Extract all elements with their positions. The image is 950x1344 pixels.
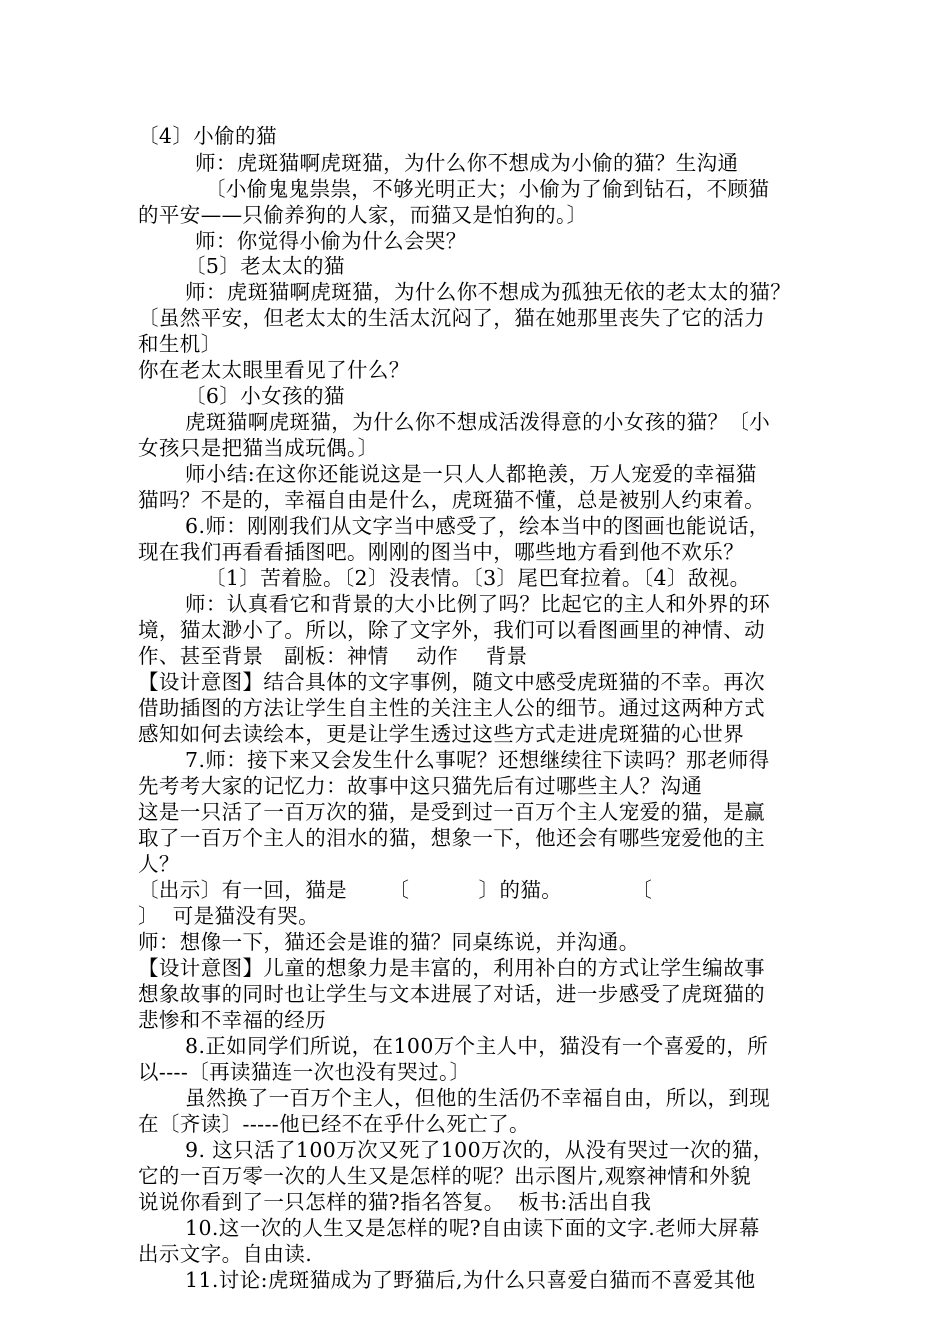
paragraph-line: 虎斑猫啊虎斑猫，为什么你不想成活泼得意的小女孩的猫？〔小: [185, 410, 771, 434]
paragraph-line: 〔小偷鬼鬼祟祟，不够光明正大；小偷为了偷到钻石，不顾猫: [205, 177, 770, 201]
paragraph-line: 猫吗？不是的，幸福自由是什么，虎斑猫不懂，总是被别人约束着。: [138, 488, 765, 512]
paragraph-line: 〔虽然平安，但老太太的生活太沉闷了，猫在她那里丧失了它的活力: [138, 306, 765, 330]
paragraph-line: 现在我们再看看插图吧。刚刚的图当中，哪些地方看到他不欢乐？: [138, 540, 745, 564]
paragraph-line: 先考考大家的记忆力：故事中这只猫先后有过哪些主人？沟通: [138, 774, 703, 798]
paragraph-line: 作、甚至背景 副板：神情 动作 背景: [138, 644, 528, 668]
design-intent-line: 借助插图的方法让学生自主性的关注主人公的细节。通过这两种方式: [138, 696, 765, 720]
paragraph-line: 说说你看到了一只怎样的猫?指名答复。 板书:活出自我: [138, 1190, 652, 1214]
paragraph-line: 的平安——只偷养狗的人家，而猫又是怕狗的。〕: [138, 203, 588, 227]
paragraph-line: 你在老太太眼里看见了什么？: [138, 358, 410, 382]
paragraph-line: 师：认真看它和背景的大小比例了吗？比起它的主人和外界的环: [185, 592, 771, 616]
section-heading-thief-cat: 〔4〕小偷的猫: [138, 124, 277, 148]
paragraph-line: 8.正如同学们所说，在100万个主人中，猫没有一个喜爱的，所: [185, 1034, 769, 1058]
paragraph-line: 和生机〕: [138, 332, 222, 356]
paragraph-line: 6.师：刚刚我们从文字当中感受了，绘本当中的图画也能说话，: [185, 514, 770, 538]
paragraph-line: 境，猫太渺小了。所以，除了文字外，我们可以看图画里的神情、动: [138, 618, 765, 642]
design-intent-line: 想象故事的同时也让学生与文本进展了对话，进一步感受了虎斑猫的: [138, 982, 765, 1006]
paragraph-line: 取了一百万个主人的泪水的猫，想象一下，他还会有哪些宠爱他的主: [138, 826, 765, 850]
paragraph-line: 9. 这只活了100万次又死了100万次的，从没有哭过一次的猫，: [185, 1138, 774, 1162]
paragraph-line: 人？: [138, 852, 180, 876]
paragraph-line: 〔1〕苦着脸。〔2〕没表情。〔3〕尾巴耷拉着。〔4〕敌视。: [205, 566, 751, 590]
paragraph-line: 11.讨论:虎斑猫成为了野猫后,为什么只喜爱白猫而不喜爱其他: [185, 1268, 756, 1292]
design-intent-line: 悲惨和不幸福的经历: [138, 1008, 327, 1032]
design-intent-line: 【设计意图】结合具体的文字事例，随文中感受虎斑猫的不幸。再次: [138, 670, 765, 694]
paragraph-line: 师：想像一下，猫还会是谁的猫？同桌练说，并沟通。: [138, 930, 640, 954]
paragraph-line: 在〔齐读〕-----他已经不在乎什么死亡了。: [138, 1112, 530, 1136]
paragraph-line: 这是一只活了一百万次的猫，是受到过一百万个主人宠爱的猫，是赢: [138, 800, 765, 824]
section-heading-girl-cat: 〔6〕小女孩的猫: [185, 384, 345, 408]
paragraph-line: 虽然换了一百万个主人，但他的生活仍不幸福自由，所以，到现: [185, 1086, 771, 1110]
paragraph-line: 出示文字。自由读.: [138, 1242, 313, 1266]
design-intent-line: 感知如何去读绘本，更是让学生透过这些方式走进虎斑猫的心世界: [138, 722, 745, 746]
paragraph-line: 师小结:在这你还能说这是一只人人都艳羡，万人宠爱的幸福猫: [185, 462, 757, 486]
paragraph-line: 师：虎斑猫啊虎斑猫，为什么你不想成为孤独无依的老太太的猫？: [185, 280, 792, 304]
paragraph-line: 10.这一次的人生又是怎样的呢?自由读下面的文字.老师大屏幕: [185, 1216, 760, 1240]
paragraph-line: 7.师：接下来又会发生什么事呢？还想继续往下读吗？那老师得: [185, 748, 770, 772]
paragraph-line: 师：你觉得小偷为什么会哭？: [195, 229, 467, 253]
section-heading-old-lady-cat: 〔5〕老太太的猫: [185, 254, 345, 278]
paragraph-line: 以----〔再读猫连一次也没有哭过。〕: [138, 1060, 471, 1084]
fill-in-blank-line: 〕 可是猫没有哭。: [138, 904, 320, 928]
paragraph-line: 师：虎斑猫啊虎斑猫，为什么你不想成为小偷的猫？生沟通: [195, 151, 739, 175]
paragraph-line: 它的一百万零一次的人生又是怎样的呢？出示图片,观察神情和外貌: [138, 1164, 752, 1188]
design-intent-line: 【设计意图】儿童的想象力是丰富的，利用补白的方式让学生编故事: [138, 956, 765, 980]
paragraph-line: 女孩只是把猫当成玩偶。〕: [138, 436, 379, 460]
fill-in-blank-line: 〔出示〕有一回，猫是 〔 〕的猫。 〔: [138, 878, 653, 902]
